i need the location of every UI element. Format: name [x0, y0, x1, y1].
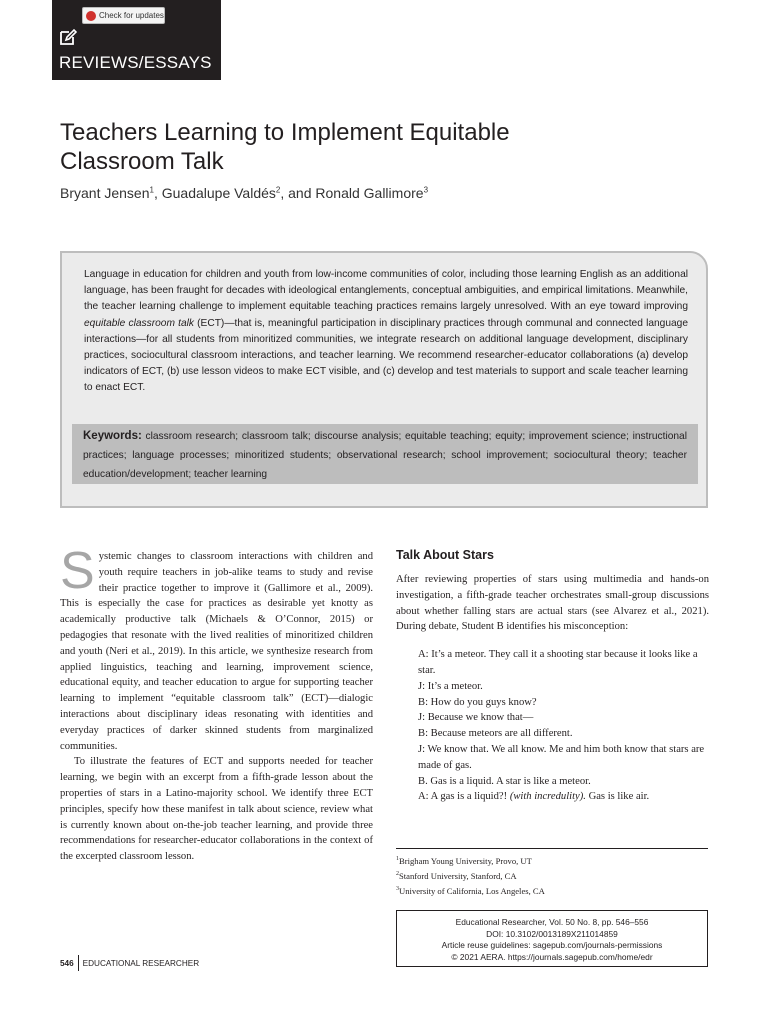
- affiliation-mark: 1: [396, 856, 399, 862]
- body-left-column: [60, 542, 373, 865]
- abstract-text-part: (ECT)—that is, meaningful participation in disciplinary practices through communal and connected language interactions—for all students from minoritized communities, we integrate research on additional language development, disciplinary practices, sociocultural classroom interactions, and teacher learning. We recommend researcher-educator collaborations (a) develop indicators of ECT, (b) use lesson videos to make ECT visible, and (c) develop and test materials to support and scale teacher learning to enact ECT.: [84, 317, 688, 394]
- body-paragraph: After reviewing properties of stars using multimedia and hands-on investigation, a fifth-grade teacher orchestrates small-group discussions about whether falling stars are actual stars (see Alvarez et al., 2021). During debate, Student B identifies his misconception:: [396, 574, 709, 633]
- author-affiliation-mark: 1: [149, 185, 154, 195]
- dialogue-line: J: We know that. We all know. Me and him both know that stars are made of gas.: [418, 743, 705, 771]
- dialogue-line: J: It’s a meteor.: [418, 680, 483, 692]
- author-name: Bryant Jensen: [60, 185, 150, 201]
- body-right-column: [396, 548, 709, 805]
- author-name: Guadalupe Valdés: [161, 185, 276, 201]
- citation-doi[interactable]: DOI: 10.3102/0013189X211014859: [486, 928, 618, 939]
- abstract-text: [84, 267, 688, 397]
- check-for-updates-badge[interactable]: [82, 7, 165, 24]
- body-paragraph-text: ystemic changes to classroom interactions with children and youth require teachers in job-alike teams to study and revise their practice together to improve it (Gallimore et al., 2009). This is especially the case for practices as desirable yet knotty as academically productive talk (Michaels & O’Connor, 2015) or pedagogies that resonate with the lived realities of minoritized children and youth (Neri et al., 2019). In this article, we synthesize research from applied linguistics, teaching and learning, improvement science, educational equity, and teacher education to argue for supporting teacher learning to implement “equitable classroom talk” (ECT)—dialogic interactions about disciplinary ideas resonating with identities and everyday practices of darker skinned students from marginalized communities.: [60, 551, 373, 752]
- keywords-box: [72, 424, 698, 484]
- section-heading: Talk About Stars: [396, 548, 494, 562]
- author-separator: ,: [153, 185, 162, 201]
- affiliation-text: Stanford University, Stanford, CA: [399, 870, 517, 881]
- footer-divider: [78, 955, 79, 971]
- affiliation-divider: [396, 848, 708, 849]
- affiliation-item: [396, 853, 708, 868]
- check-for-updates-label: Check for updates: [99, 11, 164, 20]
- dialogue-line: J: Because we know that—: [418, 712, 534, 724]
- page-number: 546: [60, 958, 74, 968]
- author-list: [60, 185, 428, 201]
- body-paragraph: To illustrate the features of ECT and supports needed for teacher learning, we begin with an excerpt from a fifth-grade lesson about the properties of stars in a Latino-majority school. We identify three ECT principles, specify how these manifest in talk about science, review what is currently known about on-the-job teacher learning, and provide three recommendations for researcher-educator collaborations in the context of the excerpted classroom lesson.: [60, 756, 373, 863]
- author-affiliation-mark: 3: [423, 185, 429, 195]
- affiliation-item: [396, 868, 708, 883]
- abstract-text-part: Language in education for children and youth from low-income communities of color, including those learning English as an additional language, has been fraught for decades with ideological entanglements, conceptual ambiguities, and empirical limitations. Meanwhile, the teacher learning challenge to implement equitable teaching practices remains largely unresolved. With an eye toward improving: [84, 269, 688, 313]
- affiliation-mark: 3: [396, 885, 399, 892]
- abstract-italic-term: equitable classroom talk: [84, 317, 194, 329]
- dialogue-line: B: Because meteors are all different.: [418, 728, 573, 740]
- dialogue-text: A: A gas is a liquid?!: [418, 791, 510, 803]
- author-affiliation-mark: 2: [275, 185, 281, 195]
- body-paragraph: [60, 542, 373, 754]
- dialogue-line: A: It’s a meteor. They call it a shooting star because it looks like a star.: [418, 649, 698, 676]
- section-header-tab: [52, 0, 221, 80]
- author-separator: , and: [280, 185, 316, 201]
- dialogue-line: [418, 789, 709, 805]
- drop-cap: S: [60, 542, 95, 600]
- citation-journal: Educational Researcher, Vol. 50 No. 8, pp. 546–556: [455, 917, 649, 927]
- citation-copyright[interactable]: © 2021 AERA. https://journals.sagepub.com/home/edr: [451, 951, 653, 962]
- dialogue-text: Gas is like air.: [585, 791, 650, 803]
- article-title: Teachers Learning to Implement Equitable Classroom Talk: [60, 119, 510, 175]
- dialogue-line: B. Gas is a liquid. A star is like a meteor.: [418, 775, 591, 787]
- page-footer: [60, 955, 199, 971]
- dialogue-italic: (with incredulity).: [509, 791, 586, 803]
- affiliation-item: [396, 883, 708, 898]
- author-name: Ronald Gallimore: [315, 185, 424, 201]
- affiliation-mark: 2: [396, 870, 399, 877]
- citation-reuse[interactable]: Article reuse guidelines: sagepub.com/journals-permissions: [441, 940, 663, 950]
- update-icon: [86, 11, 96, 21]
- dialogue-excerpt: [418, 647, 709, 805]
- affiliation-text: Brigham Young University, Provo, UT: [399, 855, 532, 866]
- affiliation-text: University of California, Los Angeles, CA: [399, 885, 545, 896]
- pencil-edit-icon: [59, 28, 77, 46]
- journal-name: EDUCATIONAL RESEARCHER: [82, 958, 200, 968]
- citation-box: [396, 910, 708, 967]
- dialogue-line: B: How do you guys know?: [418, 696, 537, 708]
- keywords-list: classroom research; classroom talk; discourse analysis; equitable teaching; equity; improvement science; instructional practices; language processes; minoritized students; observational research; school improvement; sociocultural theory; teacher education/development; teacher learning: [83, 431, 687, 480]
- affiliations: [396, 853, 708, 898]
- abstract-box: [60, 251, 708, 508]
- keywords-label: Keywords:: [83, 430, 142, 442]
- section-label: REVIEWS/ESSAYS: [59, 53, 212, 72]
